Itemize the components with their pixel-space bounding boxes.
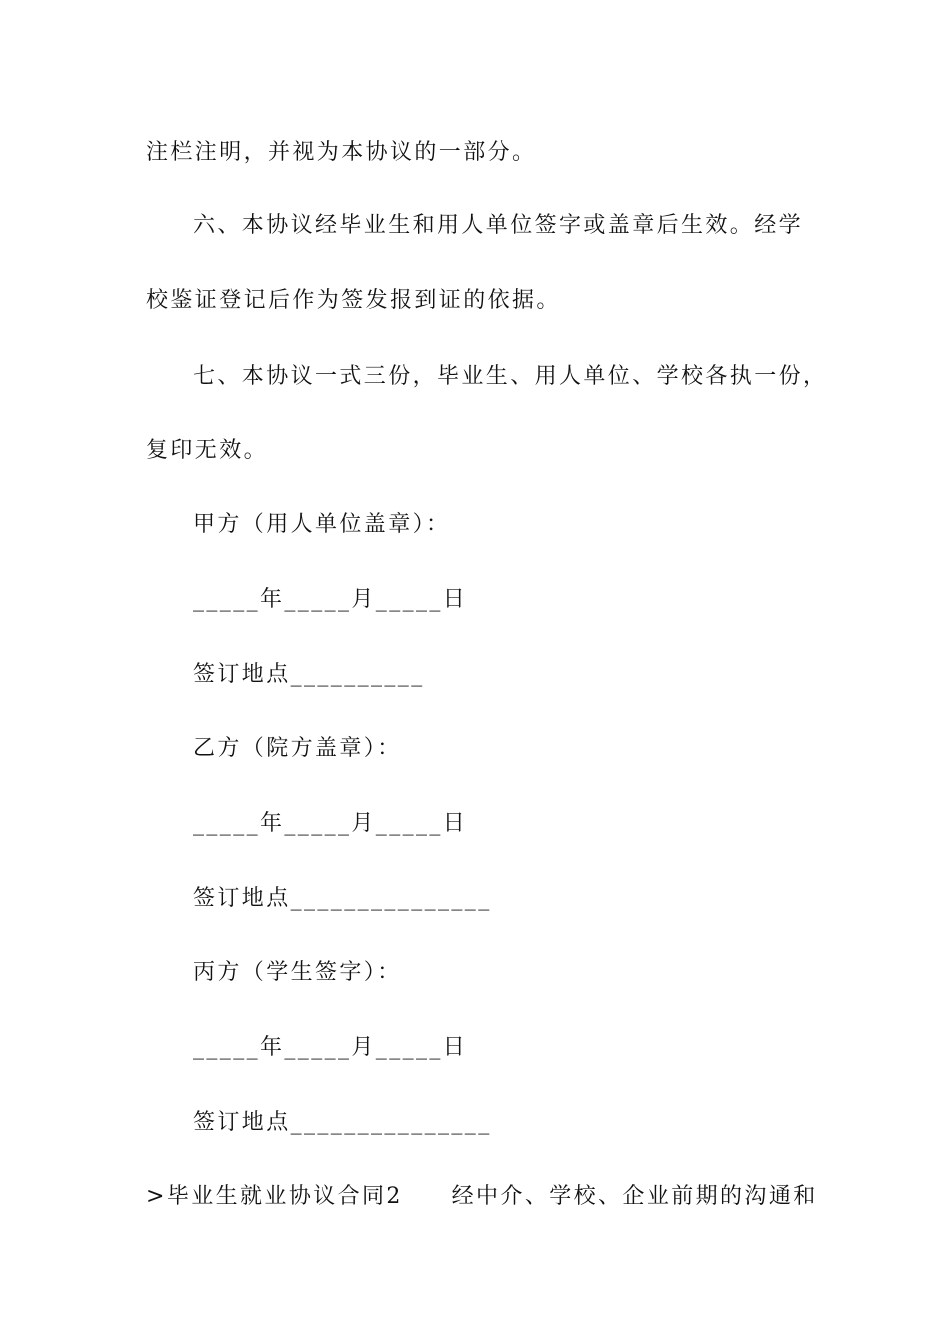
clause-seven-line-1: 七、本协议一式三份，毕业生、用人单位、学校各执一份， (193, 364, 828, 389)
party-c-place: 签订地点_______________ (193, 1110, 492, 1135)
party-c-date: _____年_____月_____日 (193, 1035, 468, 1060)
clause-six-line-2: 校鉴证登记后作为签发报到证的依据。 (146, 288, 561, 313)
party-b-label: 乙方（院方盖章）： (193, 736, 402, 761)
clause-six-line-1: 六、本协议经毕业生和用人单位签字或盖章后生效。经学 (193, 213, 804, 238)
party-c-label: 丙方（学生签字）： (193, 960, 402, 985)
party-a-place: 签订地点__________ (193, 662, 425, 687)
party-a-label: 甲方（用人单位盖章）： (193, 512, 451, 537)
clause-five-continuation: 注栏注明，并视为本协议的一部分。 (146, 140, 537, 165)
party-b-date: _____年_____月_____日 (193, 811, 468, 836)
party-b-place: 签订地点_______________ (193, 886, 492, 911)
clause-seven-line-2: 复印无效。 (146, 438, 269, 463)
party-a-date: _____年_____月_____日 (193, 587, 468, 612)
next-section-heading: >毕业生就业协议合同2 经中介、学校、企业前期的沟通和 (146, 1184, 818, 1209)
